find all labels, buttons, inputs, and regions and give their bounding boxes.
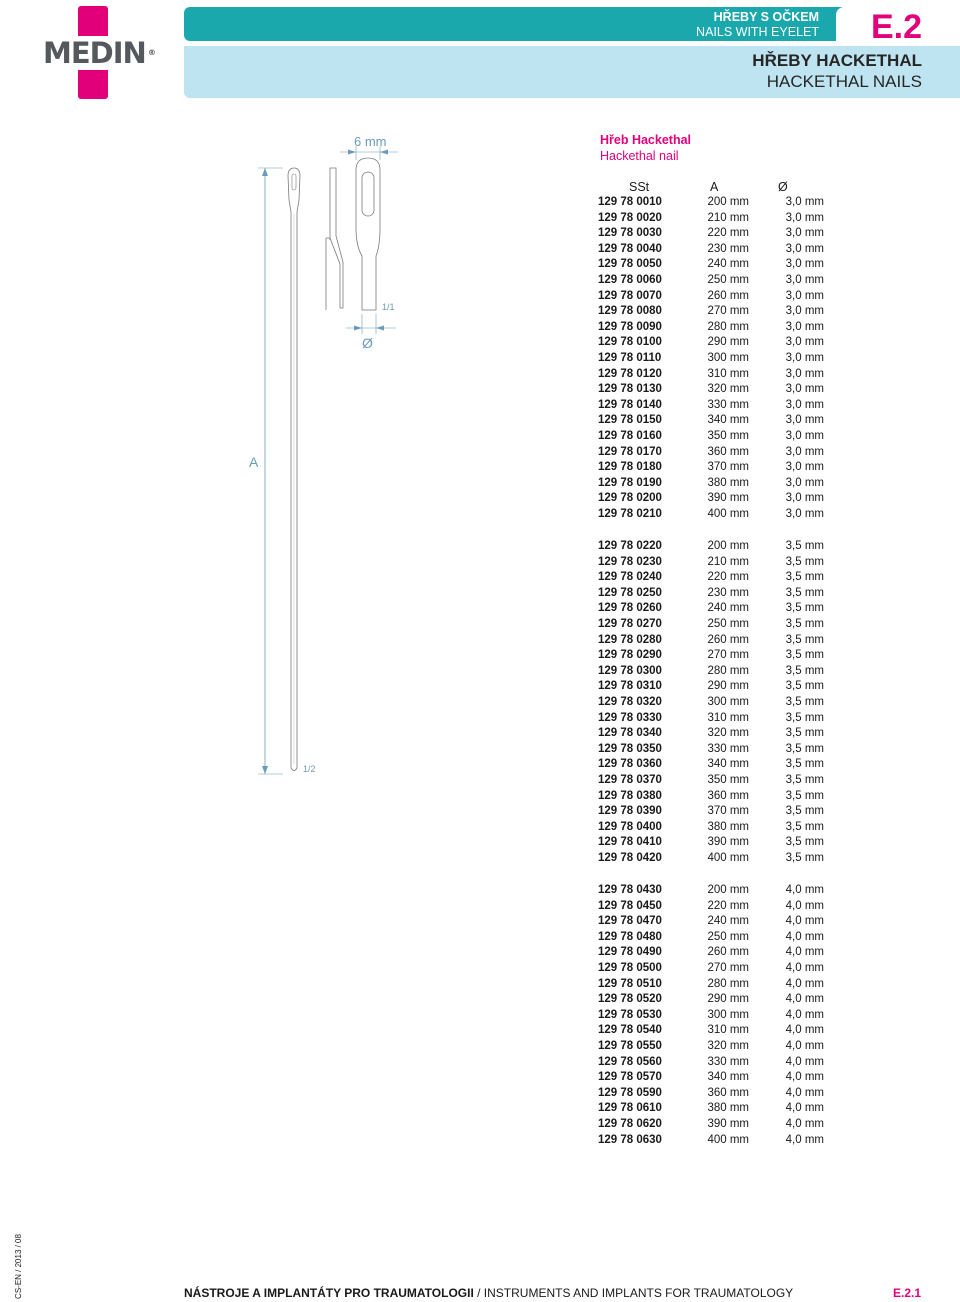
scale-label-full: 1/1 <box>382 302 395 312</box>
length-value: 230 mm <box>707 242 749 255</box>
article-number: 129 78 0570 <box>598 1071 662 1084</box>
length-value: 380 mm <box>707 1102 749 1115</box>
article-number: 129 78 0450 <box>598 899 662 912</box>
scale-label-half: 1/2 <box>303 764 316 774</box>
table-row <box>598 413 824 429</box>
length-value: 360 mm <box>707 789 749 802</box>
table-row <box>598 1008 824 1024</box>
table-row <box>598 648 824 664</box>
diameter-value: 3,0 mm <box>785 507 824 520</box>
article-number: 129 78 0590 <box>598 1086 662 1099</box>
diameter-value: 4,0 mm <box>785 946 824 959</box>
diameter-value: 3,5 mm <box>785 773 824 786</box>
diameter-value: 3,5 mm <box>785 540 824 552</box>
table-row <box>598 992 824 1008</box>
table-row <box>598 742 824 758</box>
length-arrow-bottom <box>262 766 268 774</box>
article-number: 129 78 0230 <box>598 555 662 568</box>
product-table-4-0 <box>598 883 824 1148</box>
diameter-value: 4,0 mm <box>785 1133 824 1146</box>
length-value: 210 mm <box>707 211 749 224</box>
diameter-value: 3,5 mm <box>785 851 824 864</box>
article-number: 129 78 0420 <box>598 851 662 864</box>
table-row <box>598 242 824 258</box>
length-value: 320 mm <box>707 383 749 396</box>
length-value: 260 mm <box>707 289 749 302</box>
table-row <box>598 398 824 414</box>
article-number: 129 78 0090 <box>598 320 662 333</box>
length-value: 270 mm <box>707 305 749 318</box>
column-header-diameter: Ø <box>778 180 788 194</box>
table-row <box>598 1023 824 1039</box>
table-row <box>598 820 824 836</box>
length-value: 390 mm <box>707 492 749 505</box>
diameter-value: 4,0 mm <box>785 884 824 896</box>
table-row <box>598 804 824 820</box>
length-value: 320 mm <box>707 1039 749 1052</box>
length-value: 390 mm <box>707 836 749 849</box>
length-value: 390 mm <box>707 1117 749 1130</box>
length-value: 360 mm <box>707 445 749 458</box>
diameter-value: 3,0 mm <box>785 429 824 442</box>
length-value: 320 mm <box>707 727 749 740</box>
article-number: 129 78 0350 <box>598 742 662 755</box>
table-row <box>598 1070 824 1086</box>
footer-catalog-en: INSTRUMENTS AND IMPLANTS FOR TRAUMATOLOGY <box>483 1286 794 1300</box>
length-value: 300 mm <box>707 351 749 364</box>
article-number: 129 78 0500 <box>598 961 662 974</box>
footer-catalog-cs: NÁSTROJE A IMPLANTÁTY PRO TRAUMATOLOGII <box>184 1286 474 1300</box>
table-row <box>598 711 824 727</box>
category-title-en: NAILS WITH EYELET <box>696 25 819 39</box>
article-number: 129 78 0110 <box>598 351 662 364</box>
diameter-value: 4,0 mm <box>785 1102 824 1115</box>
diameter-value: 3,0 mm <box>785 476 824 489</box>
article-number: 129 78 0370 <box>598 773 662 786</box>
article-number: 129 78 0320 <box>598 695 662 708</box>
length-value: 270 mm <box>707 961 749 974</box>
length-value: 380 mm <box>707 820 749 833</box>
table-row <box>598 930 824 946</box>
article-number: 129 78 0410 <box>598 836 662 849</box>
table-row <box>598 351 824 367</box>
product-table-3-5 <box>598 539 824 866</box>
diameter-value: 3,0 mm <box>785 351 824 364</box>
length-value: 260 mm <box>707 633 749 646</box>
length-value: 200 mm <box>707 884 749 896</box>
table-row <box>598 1101 824 1117</box>
table-row <box>598 633 824 649</box>
diameter-value: 3,5 mm <box>785 742 824 755</box>
article-number: 129 78 0080 <box>598 305 662 318</box>
table-row <box>598 476 824 492</box>
table-row <box>598 586 824 602</box>
diameter-value: 4,0 mm <box>785 1086 824 1099</box>
section-code: E.2 <box>870 8 922 46</box>
table-row <box>598 695 824 711</box>
article-number: 129 78 0020 <box>598 211 662 224</box>
diameter-value: 3,5 mm <box>785 789 824 802</box>
diameter-value: 3,5 mm <box>785 555 824 568</box>
table-row <box>598 601 824 617</box>
article-number: 129 78 0490 <box>598 946 662 959</box>
article-number: 129 78 0040 <box>598 242 662 255</box>
diameter-value: 3,0 mm <box>785 367 824 380</box>
diameter-value: 3,0 mm <box>785 211 824 224</box>
table-row <box>598 977 824 993</box>
length-value: 220 mm <box>707 571 749 584</box>
length-value: 340 mm <box>707 1071 749 1084</box>
diameter-value: 3,5 mm <box>785 820 824 833</box>
length-value: 360 mm <box>707 1086 749 1099</box>
length-value: 400 mm <box>707 507 749 520</box>
table-row <box>598 1086 824 1102</box>
article-number: 129 78 0430 <box>598 884 662 896</box>
length-value: 400 mm <box>707 1133 749 1146</box>
length-value: 370 mm <box>707 805 749 818</box>
diameter-value: 3,0 mm <box>785 383 824 396</box>
article-number: 129 78 0050 <box>598 258 662 271</box>
diameter-value: 4,0 mm <box>785 1024 824 1037</box>
table-row <box>598 539 824 555</box>
table-row <box>598 460 824 476</box>
width-dimension-label: 6 mm <box>354 134 387 149</box>
length-value: 350 mm <box>707 429 749 442</box>
article-number: 129 78 0610 <box>598 1102 662 1115</box>
length-dimension-label: A <box>249 454 259 470</box>
diameter-value: 3,5 mm <box>785 680 824 693</box>
length-value: 310 mm <box>707 711 749 724</box>
table-row <box>598 961 824 977</box>
table-row <box>598 445 824 461</box>
length-value: 250 mm <box>707 617 749 630</box>
article-number: 129 78 0150 <box>598 414 662 427</box>
page-title-cs: HŘEBY HACKETHAL <box>752 51 922 70</box>
article-number: 129 78 0120 <box>598 367 662 380</box>
article-number: 129 78 0380 <box>598 789 662 802</box>
article-number: 129 78 0470 <box>598 915 662 928</box>
table-row <box>598 491 824 507</box>
diameter-value: 4,0 mm <box>785 961 824 974</box>
diameter-value: 3,5 mm <box>785 711 824 724</box>
table-row <box>598 757 824 773</box>
diameter-value: 3,0 mm <box>785 242 824 255</box>
table-row <box>598 835 824 851</box>
diameter-value: 3,5 mm <box>785 664 824 677</box>
diameter-value: 4,0 mm <box>785 1117 824 1130</box>
length-value: 330 mm <box>707 742 749 755</box>
logo-wordmark: MEDIN ® <box>43 36 155 70</box>
diameter-value: 3,0 mm <box>785 445 824 458</box>
article-number: 129 78 0620 <box>598 1117 662 1130</box>
diameter-dimension-label: Ø <box>362 335 373 351</box>
column-header-sst: SSt <box>629 180 650 194</box>
diameter-value: 3,0 mm <box>785 414 824 427</box>
length-value: 200 mm <box>707 196 749 208</box>
length-value: 380 mm <box>707 476 749 489</box>
diameter-value: 3,0 mm <box>785 273 824 286</box>
diameter-value: 3,0 mm <box>785 320 824 333</box>
diameter-value: 4,0 mm <box>785 1039 824 1052</box>
article-number: 129 78 0280 <box>598 633 662 646</box>
table-row <box>598 1117 824 1133</box>
diameter-value: 4,0 mm <box>785 993 824 1006</box>
column-header-length: A <box>710 180 719 194</box>
table-row <box>598 789 824 805</box>
table-row <box>598 429 824 445</box>
article-number: 129 78 0330 <box>598 711 662 724</box>
table-row <box>598 367 824 383</box>
diameter-value: 4,0 mm <box>785 930 824 943</box>
diameter-value: 3,5 mm <box>785 571 824 584</box>
diameter-value: 3,5 mm <box>785 695 824 708</box>
length-value: 260 mm <box>707 946 749 959</box>
table-row <box>598 1133 824 1149</box>
diameter-value: 3,5 mm <box>785 649 824 662</box>
length-value: 300 mm <box>707 1008 749 1021</box>
article-number: 129 78 0390 <box>598 805 662 818</box>
article-number: 129 78 0060 <box>598 273 662 286</box>
length-value: 330 mm <box>707 1055 749 1068</box>
table-row <box>598 899 824 915</box>
diameter-value: 3,0 mm <box>785 258 824 271</box>
length-value: 280 mm <box>707 977 749 990</box>
article-number: 129 78 0630 <box>598 1133 662 1146</box>
diameter-value: 4,0 mm <box>785 1008 824 1021</box>
article-number: 129 78 0480 <box>598 930 662 943</box>
table-row <box>598 570 824 586</box>
article-number: 129 78 0180 <box>598 461 662 474</box>
article-number: 129 78 0560 <box>598 1055 662 1068</box>
table-row <box>598 1055 824 1071</box>
diameter-value: 3,0 mm <box>785 461 824 474</box>
table-row <box>598 257 824 273</box>
length-value: 230 mm <box>707 586 749 599</box>
article-number: 129 78 0160 <box>598 429 662 442</box>
table-row <box>598 273 824 289</box>
diameter-value: 3,5 mm <box>785 586 824 599</box>
article-number: 129 78 0260 <box>598 602 662 615</box>
length-arrow-top <box>262 168 268 176</box>
category-title-cs: HŘEBY S OČKEM <box>713 10 819 24</box>
length-value: 370 mm <box>707 461 749 474</box>
article-number: 129 78 0100 <box>598 336 662 349</box>
article-number: 129 78 0400 <box>598 820 662 833</box>
table-row <box>598 664 824 680</box>
table-row <box>598 945 824 961</box>
length-value: 250 mm <box>707 273 749 286</box>
footer-page-code: E.2.1 <box>893 1286 922 1300</box>
article-number: 129 78 0360 <box>598 758 662 771</box>
length-value: 350 mm <box>707 773 749 786</box>
article-number: 129 78 0550 <box>598 1039 662 1052</box>
table-row <box>598 335 824 351</box>
diameter-value: 3,0 mm <box>785 196 824 208</box>
length-value: 240 mm <box>707 602 749 615</box>
article-number: 129 78 0510 <box>598 977 662 990</box>
article-number: 129 78 0540 <box>598 1024 662 1037</box>
article-number: 129 78 0300 <box>598 664 662 677</box>
table-row <box>598 320 824 336</box>
length-value: 200 mm <box>707 540 749 552</box>
table-row <box>598 382 824 398</box>
length-value: 290 mm <box>707 993 749 1006</box>
eyelet-opening <box>362 172 374 216</box>
diameter-value: 3,0 mm <box>785 492 824 505</box>
article-number: 129 78 0340 <box>598 727 662 740</box>
length-value: 280 mm <box>707 320 749 333</box>
length-value: 340 mm <box>707 758 749 771</box>
diameter-value: 4,0 mm <box>785 1055 824 1068</box>
article-number: 129 78 0520 <box>598 993 662 1006</box>
table-row <box>598 617 824 633</box>
article-number: 129 78 0010 <box>598 196 662 208</box>
diameter-value: 4,0 mm <box>785 977 824 990</box>
page-title-en: HACKETHAL NAILS <box>766 72 922 91</box>
length-value: 310 mm <box>707 1024 749 1037</box>
length-value: 240 mm <box>707 258 749 271</box>
length-value: 250 mm <box>707 930 749 943</box>
footer-catalog-line <box>184 1286 793 1300</box>
article-number: 129 78 0200 <box>598 492 662 505</box>
table-row <box>598 726 824 742</box>
diameter-value: 3,5 mm <box>785 727 824 740</box>
diameter-value: 3,5 mm <box>785 633 824 646</box>
document-code: CS-EN / 2013 / 08 <box>13 1234 23 1299</box>
length-value: 290 mm <box>707 680 749 693</box>
length-value: 270 mm <box>707 649 749 662</box>
article-number: 129 78 0190 <box>598 476 662 489</box>
length-value: 290 mm <box>707 336 749 349</box>
article-number: 129 78 0140 <box>598 398 662 411</box>
table-row <box>598 304 824 320</box>
length-value: 210 mm <box>707 555 749 568</box>
nail-side-profile <box>330 168 343 308</box>
article-number: 129 78 0130 <box>598 383 662 396</box>
article-number: 129 78 0270 <box>598 617 662 630</box>
diameter-value: 3,0 mm <box>785 398 824 411</box>
length-value: 330 mm <box>707 398 749 411</box>
diameter-value: 4,0 mm <box>785 915 824 928</box>
length-value: 400 mm <box>707 851 749 864</box>
diameter-value: 3,0 mm <box>785 227 824 240</box>
article-number: 129 78 0030 <box>598 227 662 240</box>
diameter-value: 3,0 mm <box>785 289 824 302</box>
length-value: 340 mm <box>707 414 749 427</box>
diameter-value: 4,0 mm <box>785 899 824 912</box>
length-value: 240 mm <box>707 915 749 928</box>
length-value: 220 mm <box>707 899 749 912</box>
table-row <box>598 851 824 867</box>
table-row <box>598 679 824 695</box>
article-number: 129 78 0210 <box>598 507 662 520</box>
table-row <box>598 555 824 571</box>
length-value: 280 mm <box>707 664 749 677</box>
article-number: 129 78 0170 <box>598 445 662 458</box>
table-row <box>598 773 824 789</box>
diameter-value: 3,5 mm <box>785 805 824 818</box>
table-row <box>598 883 824 899</box>
table-row <box>598 1039 824 1055</box>
table-row <box>598 914 824 930</box>
footer-separator: / <box>473 1286 484 1300</box>
diameter-value: 3,0 mm <box>785 336 824 349</box>
article-number: 129 78 0310 <box>598 680 662 693</box>
length-value: 300 mm <box>707 695 749 708</box>
diameter-value: 3,5 mm <box>785 617 824 630</box>
length-value: 220 mm <box>707 227 749 240</box>
nail-eyelet-slot <box>292 174 296 190</box>
product-title-en: Hackethal nail <box>600 149 679 163</box>
article-number: 129 78 0240 <box>598 571 662 584</box>
table-row <box>598 211 824 227</box>
article-number: 129 78 0070 <box>598 289 662 302</box>
table-row <box>598 195 824 211</box>
article-number: 129 78 0290 <box>598 649 662 662</box>
article-number: 129 78 0530 <box>598 1008 662 1021</box>
diameter-value: 3,0 mm <box>785 305 824 318</box>
table-row <box>598 507 824 523</box>
diameter-value: 3,5 mm <box>785 602 824 615</box>
article-number: 129 78 0220 <box>598 540 662 552</box>
table-row <box>598 289 824 305</box>
article-number: 129 78 0250 <box>598 586 662 599</box>
product-title-cs: Hřeb Hackethal <box>600 133 692 147</box>
product-table-3-0 <box>598 195 824 522</box>
length-value: 310 mm <box>707 367 749 380</box>
diameter-value: 4,0 mm <box>785 1071 824 1084</box>
diameter-value: 3,5 mm <box>785 836 824 849</box>
diameter-value: 3,5 mm <box>785 758 824 771</box>
table-row <box>598 226 824 242</box>
